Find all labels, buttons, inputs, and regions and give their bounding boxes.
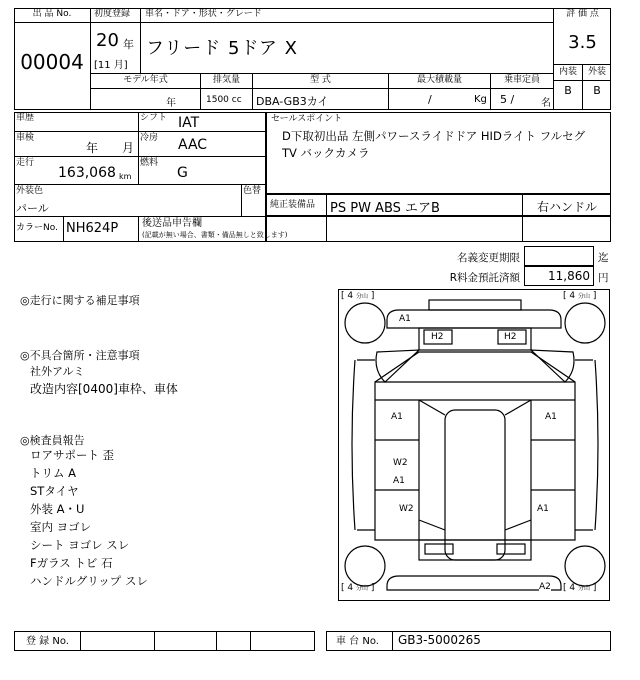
- reg-label: 登 録 No.: [26, 636, 69, 647]
- inspector-item: 外装 A・U: [30, 502, 85, 516]
- inspector-item: ロアサポート 歪: [30, 448, 115, 462]
- interior-label: 内装: [558, 67, 577, 77]
- chassis-label: 車 台 No.: [336, 636, 379, 647]
- max-load-label: 最大積載量: [416, 75, 462, 85]
- equipment-value: PS PW ABS エアB: [330, 201, 440, 216]
- name-change-unit: 迄: [598, 252, 609, 264]
- model-year-value: 年: [166, 98, 176, 109]
- driving-notes-title: ◎走行に関する補足事項: [20, 294, 140, 307]
- exterior-label: 外装: [587, 67, 606, 77]
- inspection-label: 車検: [16, 133, 35, 143]
- tire-rear-left: [ 4 分山 ]: [341, 583, 375, 593]
- fuel-value: G: [177, 165, 188, 181]
- recycle-label: R料金預託済額: [449, 272, 520, 284]
- steering-value: 右ハンドル: [536, 200, 597, 214]
- car-title: フリード 5ドア X: [146, 38, 298, 59]
- name-change-label: 名義変更期限: [457, 252, 520, 264]
- empty-row-box: [266, 216, 611, 242]
- max-load-unit: Kg: [474, 94, 487, 105]
- tire-unit: 分山: [355, 293, 368, 300]
- car-diagram: [338, 289, 610, 601]
- damage-mark: W2: [399, 504, 414, 514]
- tire-rear-right-depth: 4: [569, 583, 576, 593]
- tire-front-left-depth: 4: [347, 291, 354, 301]
- first-reg-label: 初度登録: [94, 9, 131, 19]
- inspector-item: ハンドルグリップ スレ: [30, 574, 148, 588]
- damage-mark: A1: [545, 412, 557, 422]
- defect-item: 社外アルミ: [30, 365, 85, 378]
- model-year-label: モデル年式: [123, 75, 168, 85]
- car-title-label: 車名・ドア・形状・グレード: [145, 9, 262, 19]
- max-load-value: /: [428, 93, 432, 106]
- recycle-unit: 円: [598, 272, 609, 284]
- damage-mark: A2: [539, 582, 551, 592]
- capacity-label: 乗車定員: [503, 75, 540, 85]
- damage-mark: A1: [537, 504, 549, 514]
- damage-mark: A1: [393, 476, 405, 486]
- inspector-item: 室内 ヨゴレ: [30, 520, 92, 534]
- color-no-value: NH624P: [66, 221, 119, 236]
- lot-number: 00004: [20, 50, 84, 74]
- history-label: 車歴: [16, 113, 35, 123]
- chassis-value: GB3-5000265: [398, 633, 481, 647]
- color-label: 外装色: [16, 186, 44, 196]
- tire-front-right-depth: 4: [569, 291, 576, 301]
- lot-label: 出 品 No.: [32, 9, 72, 19]
- equipment-label: 純正装備品: [270, 200, 316, 210]
- defects-title: ◎不具合箇所・注意事項: [20, 349, 140, 362]
- tire-rear-right: [ 4 分山 ]: [563, 583, 597, 593]
- damage-mark: A1: [391, 412, 403, 422]
- after-note: (記載が無い場合、書類・備品無しと致します): [142, 231, 288, 239]
- inspection-month: 月: [122, 141, 135, 155]
- sales-label: セールスポイント: [271, 114, 343, 124]
- inspector-item: STタイヤ: [30, 484, 79, 498]
- inspector-item: シート ヨゴレ スレ: [30, 538, 130, 552]
- capacity-value: 5 /: [500, 93, 515, 106]
- name-change-field: [524, 246, 594, 266]
- recycle-value: 11,860: [548, 269, 590, 283]
- tire-unit: 分山: [355, 585, 368, 592]
- score-value: 3.5: [568, 32, 597, 53]
- fuel-label: 燃料: [140, 158, 159, 168]
- color-no-label: カラーNo.: [16, 223, 58, 233]
- score-label: 評 価 点: [566, 9, 599, 19]
- damage-mark: H2: [504, 332, 517, 342]
- first-reg-month: [11 月]: [94, 60, 128, 71]
- tire-unit: 分山: [577, 293, 590, 300]
- shift-label: シフト: [140, 113, 168, 123]
- sales-line-2: TV バックカメラ: [282, 146, 370, 160]
- color-change-label: 色替: [243, 186, 262, 196]
- tire-rear-left-depth: 4: [347, 583, 354, 593]
- damage-mark: W2: [393, 458, 408, 468]
- ac-value: AAC: [178, 137, 208, 153]
- type-value: DBA-GB3カイ: [256, 95, 329, 108]
- displacement-label: 排気量: [212, 75, 240, 85]
- type-label: 型 式: [310, 75, 331, 85]
- after-label: 後送品申告欄: [142, 218, 202, 229]
- tire-front-right: [ 4 分山 ]: [563, 291, 597, 301]
- tire-front-left: [ 4 分山 ]: [341, 291, 375, 301]
- inspector-title: ◎検査員報告: [20, 434, 85, 447]
- shift-value: IAT: [178, 115, 200, 131]
- inspector-item: トリム A: [30, 466, 77, 480]
- damage-mark: A1: [399, 314, 411, 324]
- inspection-year: 年: [86, 141, 99, 155]
- sales-line-1: D下取初出品 左側パワースライドドア HIDライト フルセグ: [282, 129, 586, 143]
- mileage-unit: km: [119, 172, 132, 181]
- defect-item: 改造内容[0400]車枠、車体: [30, 382, 178, 396]
- tire-unit: 分山: [577, 585, 590, 592]
- displacement-value: 1500 cc: [206, 95, 242, 105]
- inspector-item: Fガラス トビ 石: [30, 556, 113, 570]
- first-reg-year: 20: [96, 30, 119, 51]
- damage-mark: H2: [431, 332, 444, 342]
- car-outline-svg: [339, 290, 609, 600]
- mileage-label: 走行: [16, 158, 35, 168]
- exterior-grade: B: [593, 84, 601, 97]
- year-unit: 年: [123, 38, 134, 51]
- color-value: パール: [16, 202, 49, 215]
- ac-label: 冷房: [140, 133, 159, 143]
- mileage-value: 163,068: [58, 165, 116, 181]
- capacity-unit: 名: [541, 98, 551, 109]
- interior-grade: B: [564, 84, 572, 97]
